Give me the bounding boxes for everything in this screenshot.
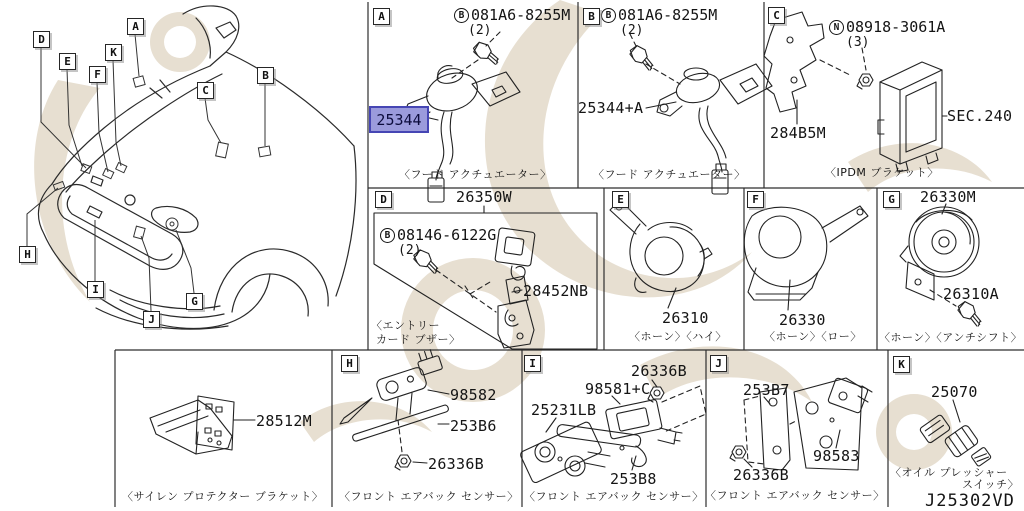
part-number-label[interactable]: 28452NB bbox=[523, 282, 589, 300]
diagram-code: J25302VD bbox=[925, 491, 1015, 511]
section-caption: 〈ホーン〉〈アンチシフト〉 bbox=[879, 331, 1023, 344]
circled-letter-icon: B bbox=[601, 8, 616, 23]
siren-bracket-illustration bbox=[150, 396, 255, 454]
circled-letter-icon: N bbox=[829, 20, 844, 35]
section-caption: 〈フロント エアバック センサー〉 bbox=[705, 489, 885, 502]
circled-letter-icon: B bbox=[380, 228, 395, 243]
fastener-label[interactable]: B 08146-6122G bbox=[380, 228, 496, 243]
car-callout-h: H bbox=[19, 246, 36, 263]
part-number-label[interactable]: 25070 bbox=[931, 383, 978, 401]
part-number-label[interactable]: 25344+A bbox=[578, 99, 644, 117]
fastener-label[interactable]: N 08918-3061A bbox=[829, 20, 945, 35]
horn-antishift-illustration bbox=[900, 204, 986, 328]
section-caption: 〈フロント エアバック センサー〉 bbox=[339, 490, 519, 503]
part-number-label[interactable]: 253B6 bbox=[450, 417, 497, 435]
horn-low-illustration bbox=[744, 206, 868, 310]
sec-reference-label[interactable]: SEC.240 bbox=[947, 107, 1013, 125]
part-number-label[interactable]: 253B7 bbox=[743, 381, 790, 399]
section-label-g: G bbox=[883, 191, 900, 208]
section-label-a: A bbox=[373, 8, 390, 25]
part-number-label[interactable]: 28512M bbox=[256, 412, 312, 430]
part-number-label[interactable]: 26336B bbox=[428, 455, 484, 473]
section-caption-line1: 〈エントリー bbox=[371, 319, 440, 332]
section-caption: 〈サイレン プロテクター ブラケット〉 bbox=[122, 490, 324, 503]
part-number-label[interactable]: 26336B bbox=[733, 466, 789, 484]
part-number-label[interactable]: 26330 bbox=[779, 311, 826, 329]
section-label-h: H bbox=[341, 355, 358, 372]
part-number-label[interactable]: 253B8 bbox=[610, 470, 657, 488]
section-caption: 〈フード アクチュエーター〉 bbox=[593, 168, 746, 181]
section-caption: 〈ホーン〉〈ハイ〉 bbox=[629, 330, 727, 343]
car-callout-i: I bbox=[87, 281, 104, 298]
part-number-label[interactable]: 26310A bbox=[943, 285, 999, 303]
fastener-label[interactable]: B 081A6-8255M bbox=[601, 8, 717, 23]
part-number-label[interactable]: 26336B bbox=[631, 362, 687, 380]
section-caption-line2: スイッチ〉 bbox=[962, 478, 1020, 491]
section-caption-line2: カード ブザー〉 bbox=[376, 333, 461, 346]
section-caption: 〈IPDM ブラケット〉 bbox=[825, 166, 939, 179]
section-label-c: C bbox=[768, 7, 785, 24]
fastener-qty: (2) bbox=[620, 23, 644, 38]
section-caption: 〈ホーン〉〈ロー〉 bbox=[764, 330, 862, 343]
car-callout-b: B bbox=[257, 67, 274, 84]
part-number-label[interactable]: 25231LB bbox=[531, 401, 597, 419]
fastener-label[interactable]: B 081A6-8255M bbox=[454, 8, 570, 23]
section-label-k: K bbox=[893, 356, 910, 373]
section-caption: 〈フロント エアバック センサー〉 bbox=[524, 490, 704, 503]
circled-letter-icon: B bbox=[454, 8, 469, 23]
section-label-i: I bbox=[524, 355, 541, 372]
part-number-label[interactable]: 26330M bbox=[920, 188, 976, 206]
car-callout-k: K bbox=[105, 44, 122, 61]
section-caption-line1: 〈オイル プレッシャー bbox=[890, 466, 1008, 479]
car-callout-c: C bbox=[197, 82, 214, 99]
car-callout-e: E bbox=[59, 53, 76, 70]
section-label-b: B bbox=[583, 8, 600, 25]
assembly-number-label[interactable]: 26350W bbox=[456, 188, 512, 206]
fastener-qty: (3) bbox=[846, 35, 870, 50]
fastener-qty: (2) bbox=[468, 23, 492, 38]
highlighted-part-number[interactable]: 25344 bbox=[369, 106, 429, 133]
section-label-j: J bbox=[710, 355, 727, 372]
car-callout-d: D bbox=[33, 31, 50, 48]
part-number-label[interactable]: 26310 bbox=[662, 309, 709, 327]
car-callout-a: A bbox=[127, 18, 144, 35]
section-label-e: E bbox=[612, 191, 629, 208]
car-callout-j: J bbox=[143, 311, 160, 328]
part-number-label[interactable]: 284B5M bbox=[770, 124, 826, 142]
part-number-label[interactable]: 98582 bbox=[450, 386, 497, 404]
car-callout-f: F bbox=[89, 66, 106, 83]
car-callout-g: G bbox=[186, 293, 203, 310]
part-number-label[interactable]: 98581+C bbox=[585, 380, 651, 398]
part-number-label[interactable]: 98583 bbox=[813, 447, 860, 465]
section-label-d: D bbox=[375, 191, 392, 208]
section-caption: 〈フード アクチュエーター〉 bbox=[399, 168, 552, 181]
section-label-f: F bbox=[747, 191, 764, 208]
fastener-qty: (2) bbox=[398, 243, 422, 258]
